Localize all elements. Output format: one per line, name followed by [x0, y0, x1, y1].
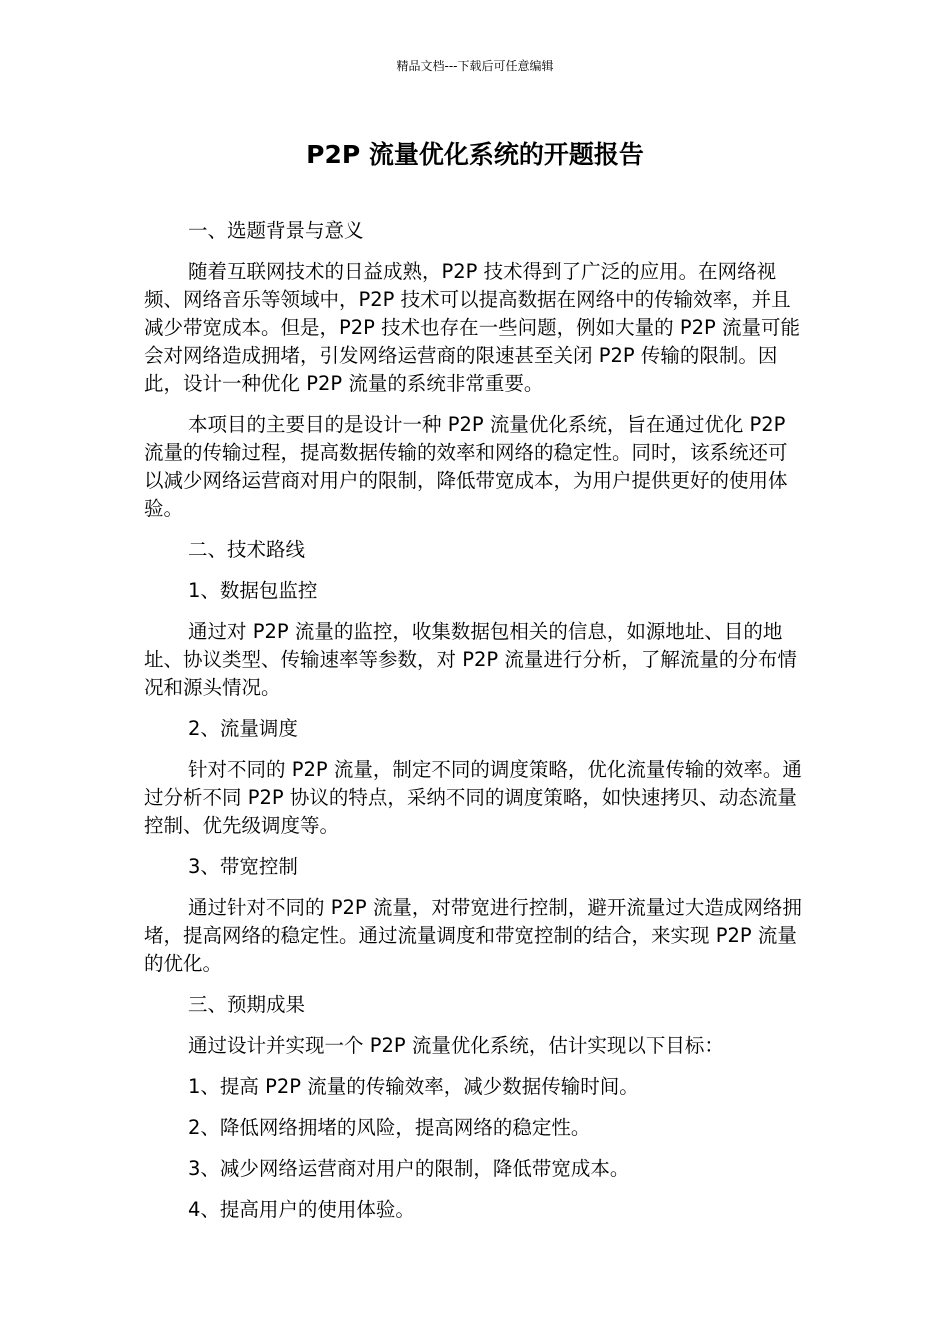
document-title: P2P 流量优化系统的开题报告	[306, 140, 644, 169]
header-note: 精品文档---下载后可任意编辑	[396, 59, 554, 73]
list-item-goal-1: 1、提高 P2P 流量的传输效率，减少数据传输时间。	[188, 1075, 639, 1098]
paragraph-traffic-scheduling: 针对不同的 P2P 流量，制定不同的调度策略，优化流量传输的效率。通过分析不同 P2P 协议的特点，采纳不同的调度策略，如快速拷贝、动态流量控制、优先级调度等。	[144, 758, 802, 837]
section-heading-expected-results: 三、预期成果	[188, 993, 306, 1016]
paragraph-expected-intro: 通过设计并实现一个 P2P 流量优化系统，估计实现以下目标：	[188, 1034, 724, 1057]
section-heading-tech-route: 二、技术路线	[188, 538, 306, 561]
paragraph-bandwidth-control: 通过针对不同的 P2P 流量，对带宽进行控制，避开流量过大造成网络拥堵，提高网络的稳定性。通过流量调度和带宽控制的结合，来实现 P2P 流量的优化。	[144, 896, 802, 975]
paragraph-objective: 本项目的主要目的是设计一种 P2P 流量优化系统，旨在通过优化 P2P 流量的传输过程，提高数据传输的效率和网络的稳定性。同时，该系统还可以减少网络运营商对用户的限制，降低带宽成本，为用户提供更好的使用体验。	[144, 413, 788, 520]
subheading-traffic-scheduling: 2、流量调度	[188, 717, 298, 740]
list-item-goal-3: 3、减少网络运营商对用户的限制，降低带宽成本。	[188, 1157, 630, 1180]
subheading-bandwidth-control: 3、带宽控制	[188, 855, 298, 878]
list-item-goal-4: 4、提高用户的使用体验。	[188, 1198, 415, 1221]
section-heading-background: 一、选题背景与意义	[188, 219, 364, 242]
paragraph-background: 随着互联网技术的日益成熟，P2P 技术得到了广泛的应用。在网络视频、网络音乐等领域中，P2P 技术可以提高数据在网络中的传输效率，并且减少带宽成本。但是，P2P 技术也存在一些问题，例如大量的 P2P 流量可能会对网络造成拥堵，引发网络运营商的限速甚至关闭 P2P 传输的限制。因此，设计一种优化 P2P 流量的系统非常重要。	[144, 260, 800, 395]
list-item-goal-2: 2、降低网络拥堵的风险，提高网络的稳定性。	[188, 1116, 591, 1139]
paragraph-packet-monitoring: 通过对 P2P 流量的监控，收集数据包相关的信息，如源地址、目的地址、协议类型、传输速率等参数，对 P2P 流量进行分析，了解流量的分布情况和源头情况。	[144, 620, 797, 699]
subheading-packet-monitoring: 1、数据包监控	[188, 579, 318, 602]
document-body	[144, 217, 804, 1237]
